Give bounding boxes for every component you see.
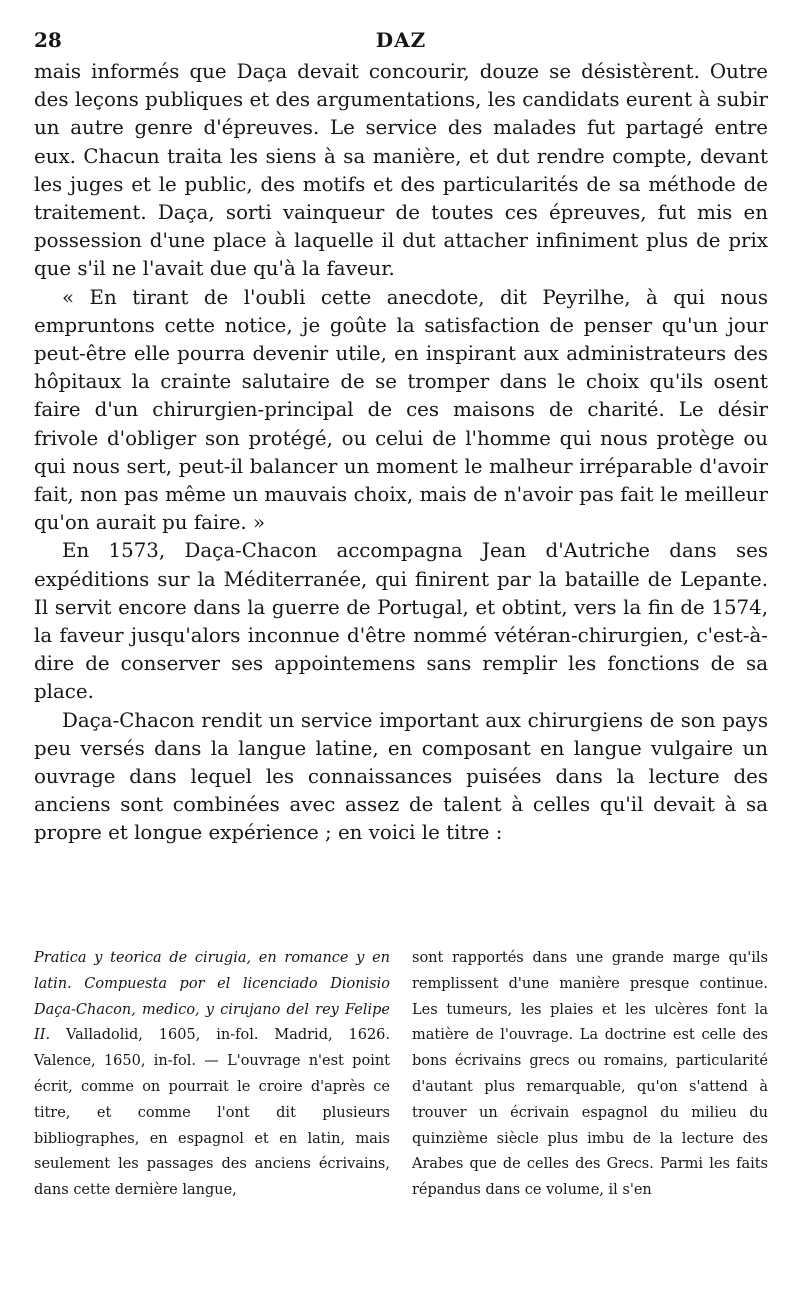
paragraph-service: Daça-Chacon rendit un service important aux chirurgiens de son pays peu versés dans la langue latine, en composant en langue vulgaire un ouvrage dans lequel les connaissances puisées dans la lecture des anciens sont combinées avec assez de talent à celles qu'il devait à sa propre et longue expérience ; en voici le titre : bbox=[34, 708, 768, 845]
book-title: Pratica y teorica de cirugia, en romance y en latin. Compuesta por el licenciado Dionisio Daça-Chacon, medico, y cirujano del rey Felipe II. bbox=[34, 950, 390, 1044]
footnote-left-paragraph bbox=[34, 946, 390, 1204]
page-header bbox=[34, 28, 768, 58]
paragraph-continuation: mais informés que Daça devait concourir, douze se désistèrent. Outre des leçons publiques et des argumentations, les candidats eurent à subir un autre genre d'épreuves. Le service des malades fut partagé entre eux. Chacun traita les siens à sa manière, et dut rendre compte, devant les juges et le public, des motifs et des particularités de sa méthode de traitement. Daça, sorti vainqueur de toutes ces épreuves, fut mis en possession d'une place à laquelle il dut attacher infiniment plus de prix que s'il ne l'avait due qu'à la faveur. bbox=[34, 60, 768, 281]
paragraph-quotation: « En tirant de l'oubli cette anecdote, dit Peyrilhe, à qui nous empruntons cette notice, je goûte la satisfaction de penser qu'un jour peut-être elle pourra devenir utile, en inspirant aux administrateurs des hôpitaux la crainte salutaire de se tromper dans le choix qu'ils osent faire d'un chirurgien-principal de ces maisons de charité. Le désir frivole d'obliger son protégé, ou celui de l'homme qui nous protège ou qui nous sert, peut-il balancer un moment le malheur irréparable d'avoir fait, non pas même un mauvais choix, mais de n'avoir pas fait le meilleur qu'on aurait pu faire. » bbox=[34, 285, 768, 535]
footnote-columns bbox=[34, 946, 768, 1204]
page-number: 28 bbox=[34, 28, 62, 52]
book-page bbox=[34, 28, 768, 848]
paragraph-1573: En 1573, Daça-Chacon accompagna Jean d'Autriche dans ses expéditions sur la Méditerranée, qui finirent par la bataille de Lepante. Il servit encore dans la guerre de Portugal, et obtint, vers la fin de 1574, la faveur jusqu'alors inconnue d'être nommé vétéran-chirurgien, c'est-à-dire de conserver ses appointemens sans remplir les fonctions de sa place. bbox=[34, 539, 768, 704]
running-head: DAZ bbox=[375, 28, 427, 52]
footnote-right-column bbox=[412, 946, 768, 1204]
main-text bbox=[34, 58, 768, 848]
footnote-left-text: Valladolid, 1605, in-fol. Madrid, 1626. Valence, 1650, in-fol. — L'ouvrage n'est point écrit, comme on pourrait le croire d'après ce titre, et comme l'ont dit plusieurs bibliographes, en espagnol et en latin, mais seulement les passages des anciens écrivains, dans cette dernière langue, bbox=[34, 1027, 391, 1199]
footnote-left-column bbox=[34, 946, 390, 1204]
footnote-right-text: sont rapportés dans une grande marge qu'ils remplissent d'une manière presque continue. Les tumeurs, les plaies et les ulcères font la matière de l'ouvrage. La doctrine est celle des bons écrivains grecs ou romains, particularité d'autant plus remarquable, qu'on s'attend à trouver un écrivain espagnol du milieu du quinzième siècle plus imbu de la lecture des Arabes que de celles des Grecs. Parmi les faits répandus dans ce volume, il s'en bbox=[412, 950, 768, 1199]
